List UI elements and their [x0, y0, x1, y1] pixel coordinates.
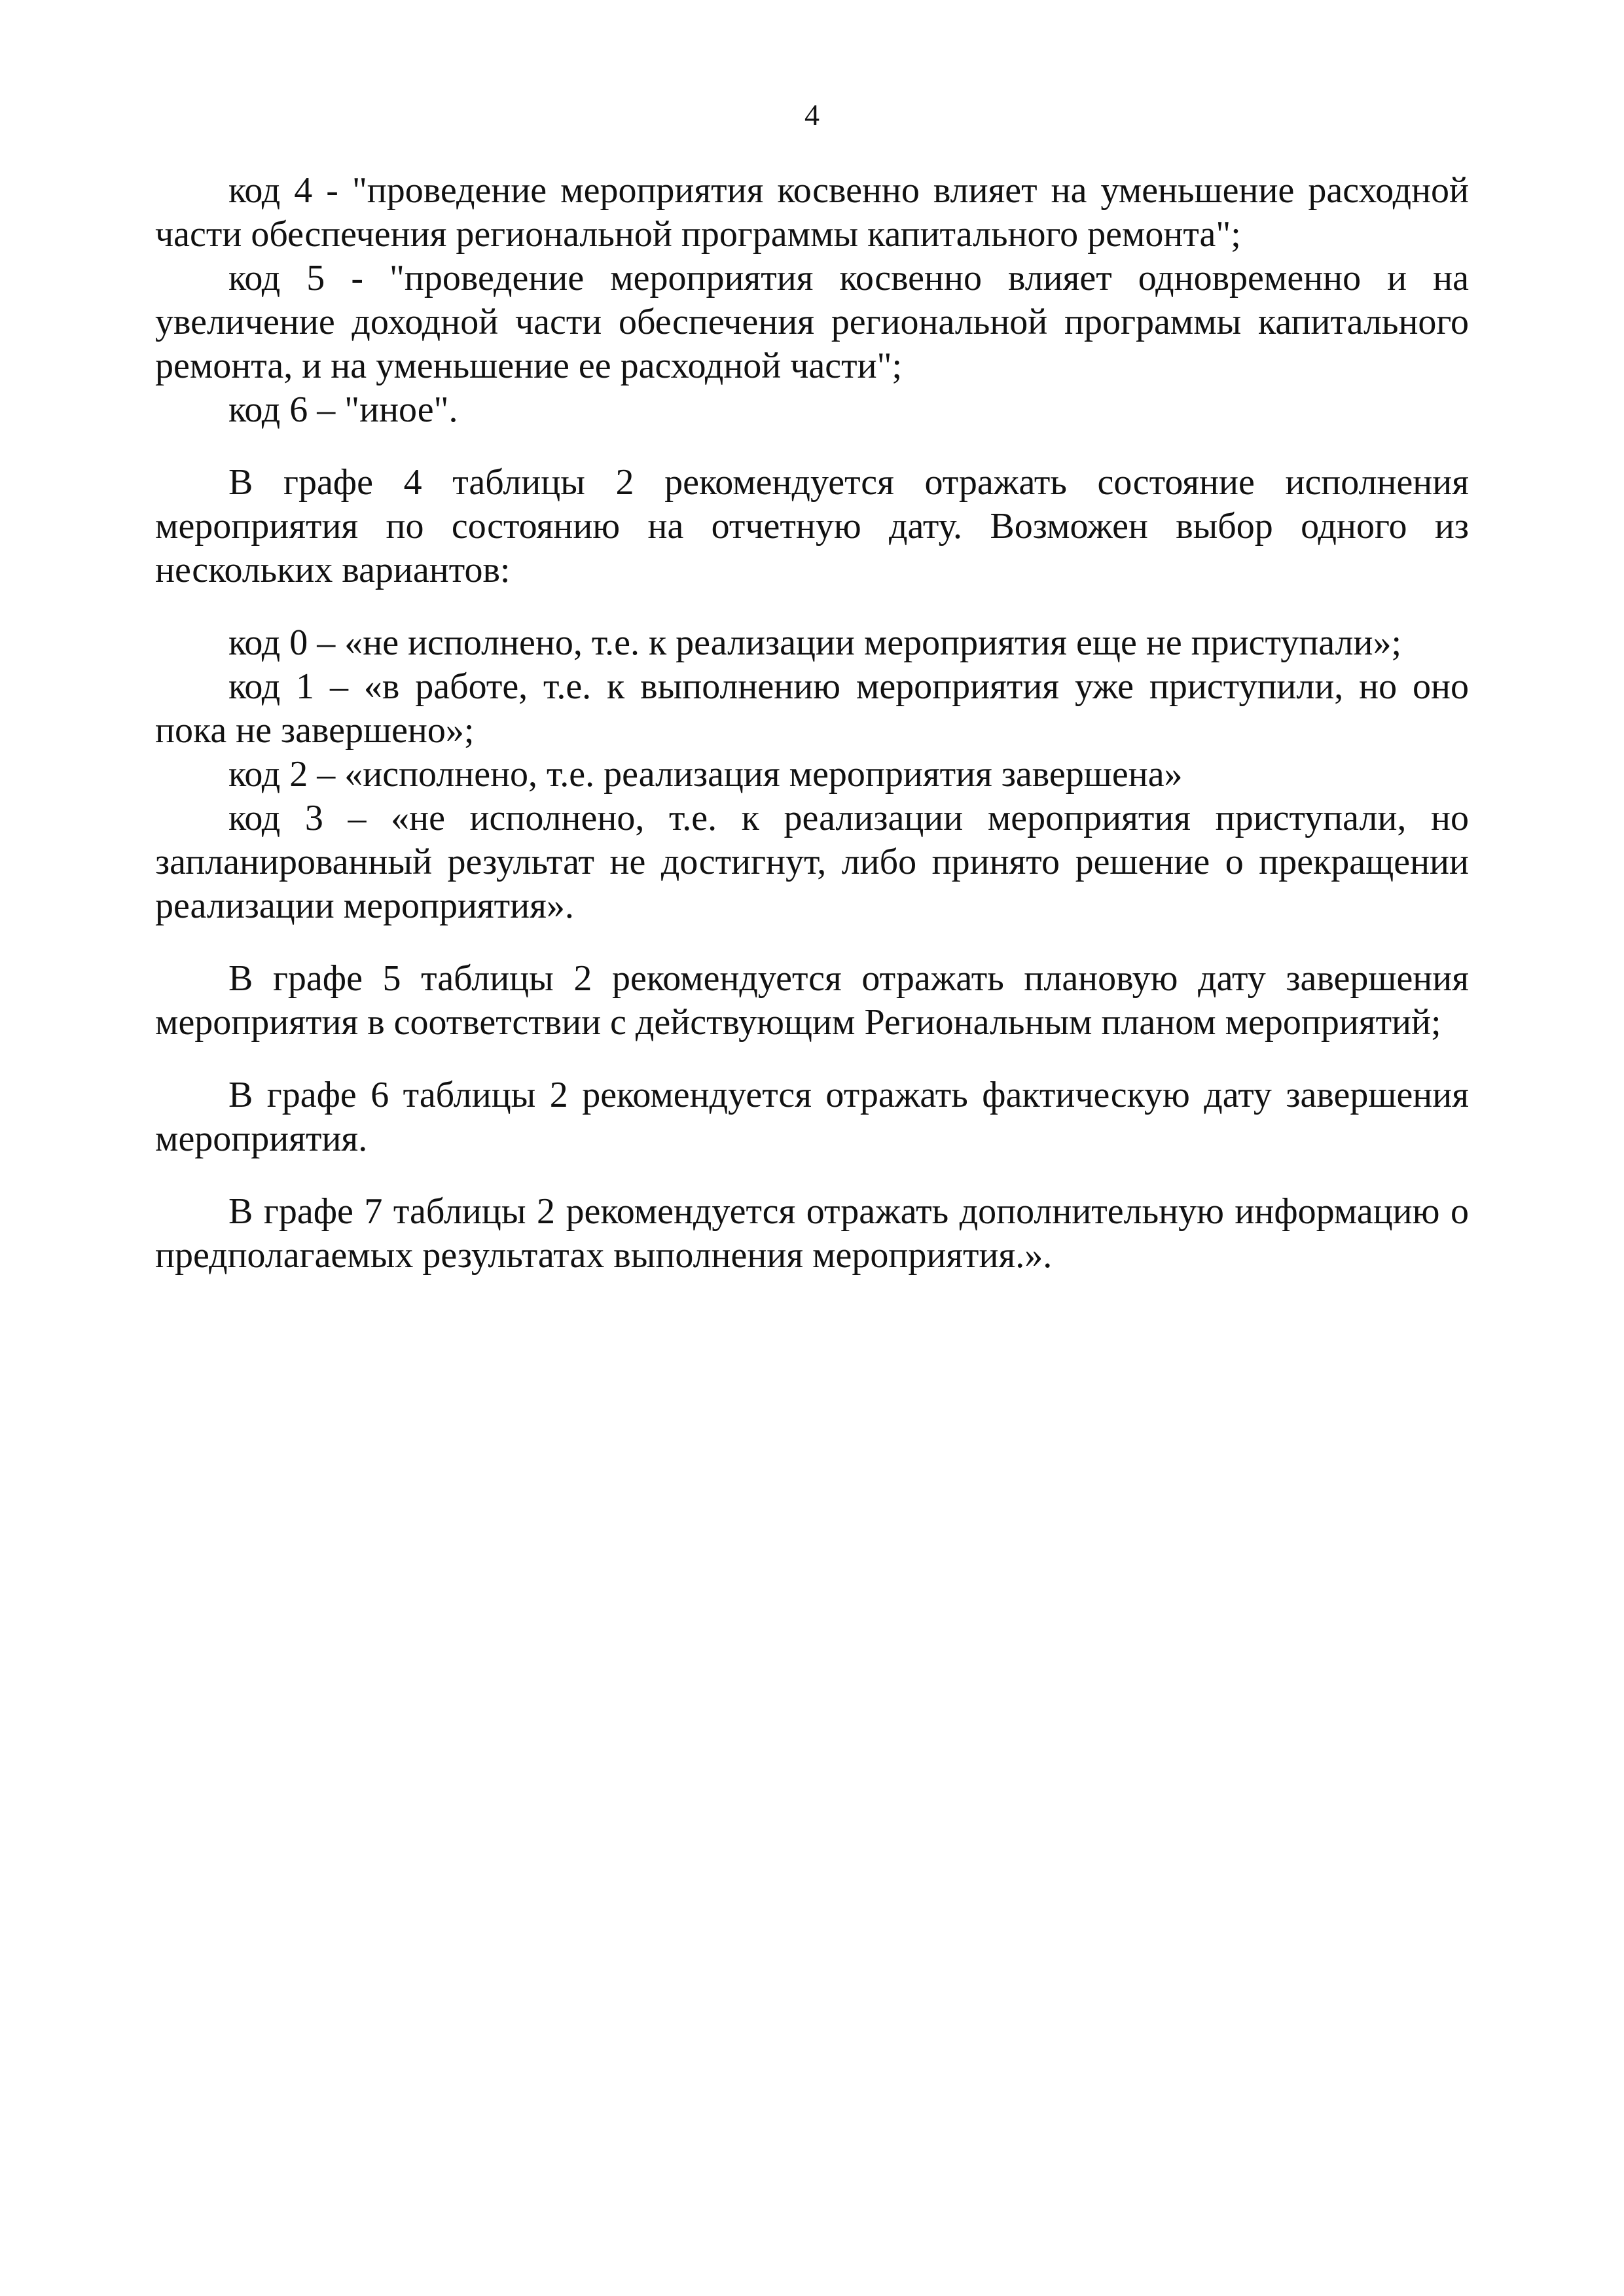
- paragraph-column-4: В графе 4 таблицы 2 рекомендуется отражать состояние исполнения мероприятия по состоянию на отчетную дату. Возможен выбор одного из нескольких вариантов:: [155, 462, 1469, 590]
- page-number: 4: [804, 98, 820, 132]
- paragraph-status-code-2: код 2 – «исполнено, т.е. реализация мероприятия завершена»: [228, 754, 1183, 795]
- paragraph-code-4: код 4 - "проведение мероприятия косвенно влияет на уменьшение расходной части обеспечения региональной программы капитального ремонта";: [155, 170, 1469, 255]
- document-body: [155, 169, 1469, 1278]
- paragraph-code-5: код 5 - "проведение мероприятия косвенно влияет одновременно и на увеличение доходной части обеспечения региональной программы капитального ремонта, и на уменьшение ее расходной части";: [155, 258, 1469, 386]
- paragraph-status-code-0: код 0 – «не исполнено, т.е. к реализации мероприятия еще не приступали»;: [228, 622, 1402, 663]
- paragraph-code-6: код 6 – "иное".: [228, 389, 458, 430]
- paragraph-status-code-1: код 1 – «в работе, т.е. к выполнению мероприятия уже приступили, но оно пока не завершено»;: [155, 666, 1469, 751]
- paragraph-column-7: В графе 7 таблицы 2 рекомендуется отражать дополнительную информацию о предполагаемых результатах выполнения мероприятия.».: [155, 1191, 1469, 1276]
- paragraph-status-code-3: код 3 – «не исполнено, т.е. к реализации мероприятия приступали, но запланированный результат не достигнут, либо принято решение о прекращении реализации мероприятия».: [155, 798, 1469, 926]
- paragraph-column-6: В графе 6 таблицы 2 рекомендуется отражать фактическую дату завершения мероприятия.: [155, 1075, 1469, 1159]
- paragraph-column-5: В графе 5 таблицы 2 рекомендуется отражать плановую дату завершения мероприятия в соответствии с действующим Региональным планом мероприятий;: [155, 958, 1469, 1043]
